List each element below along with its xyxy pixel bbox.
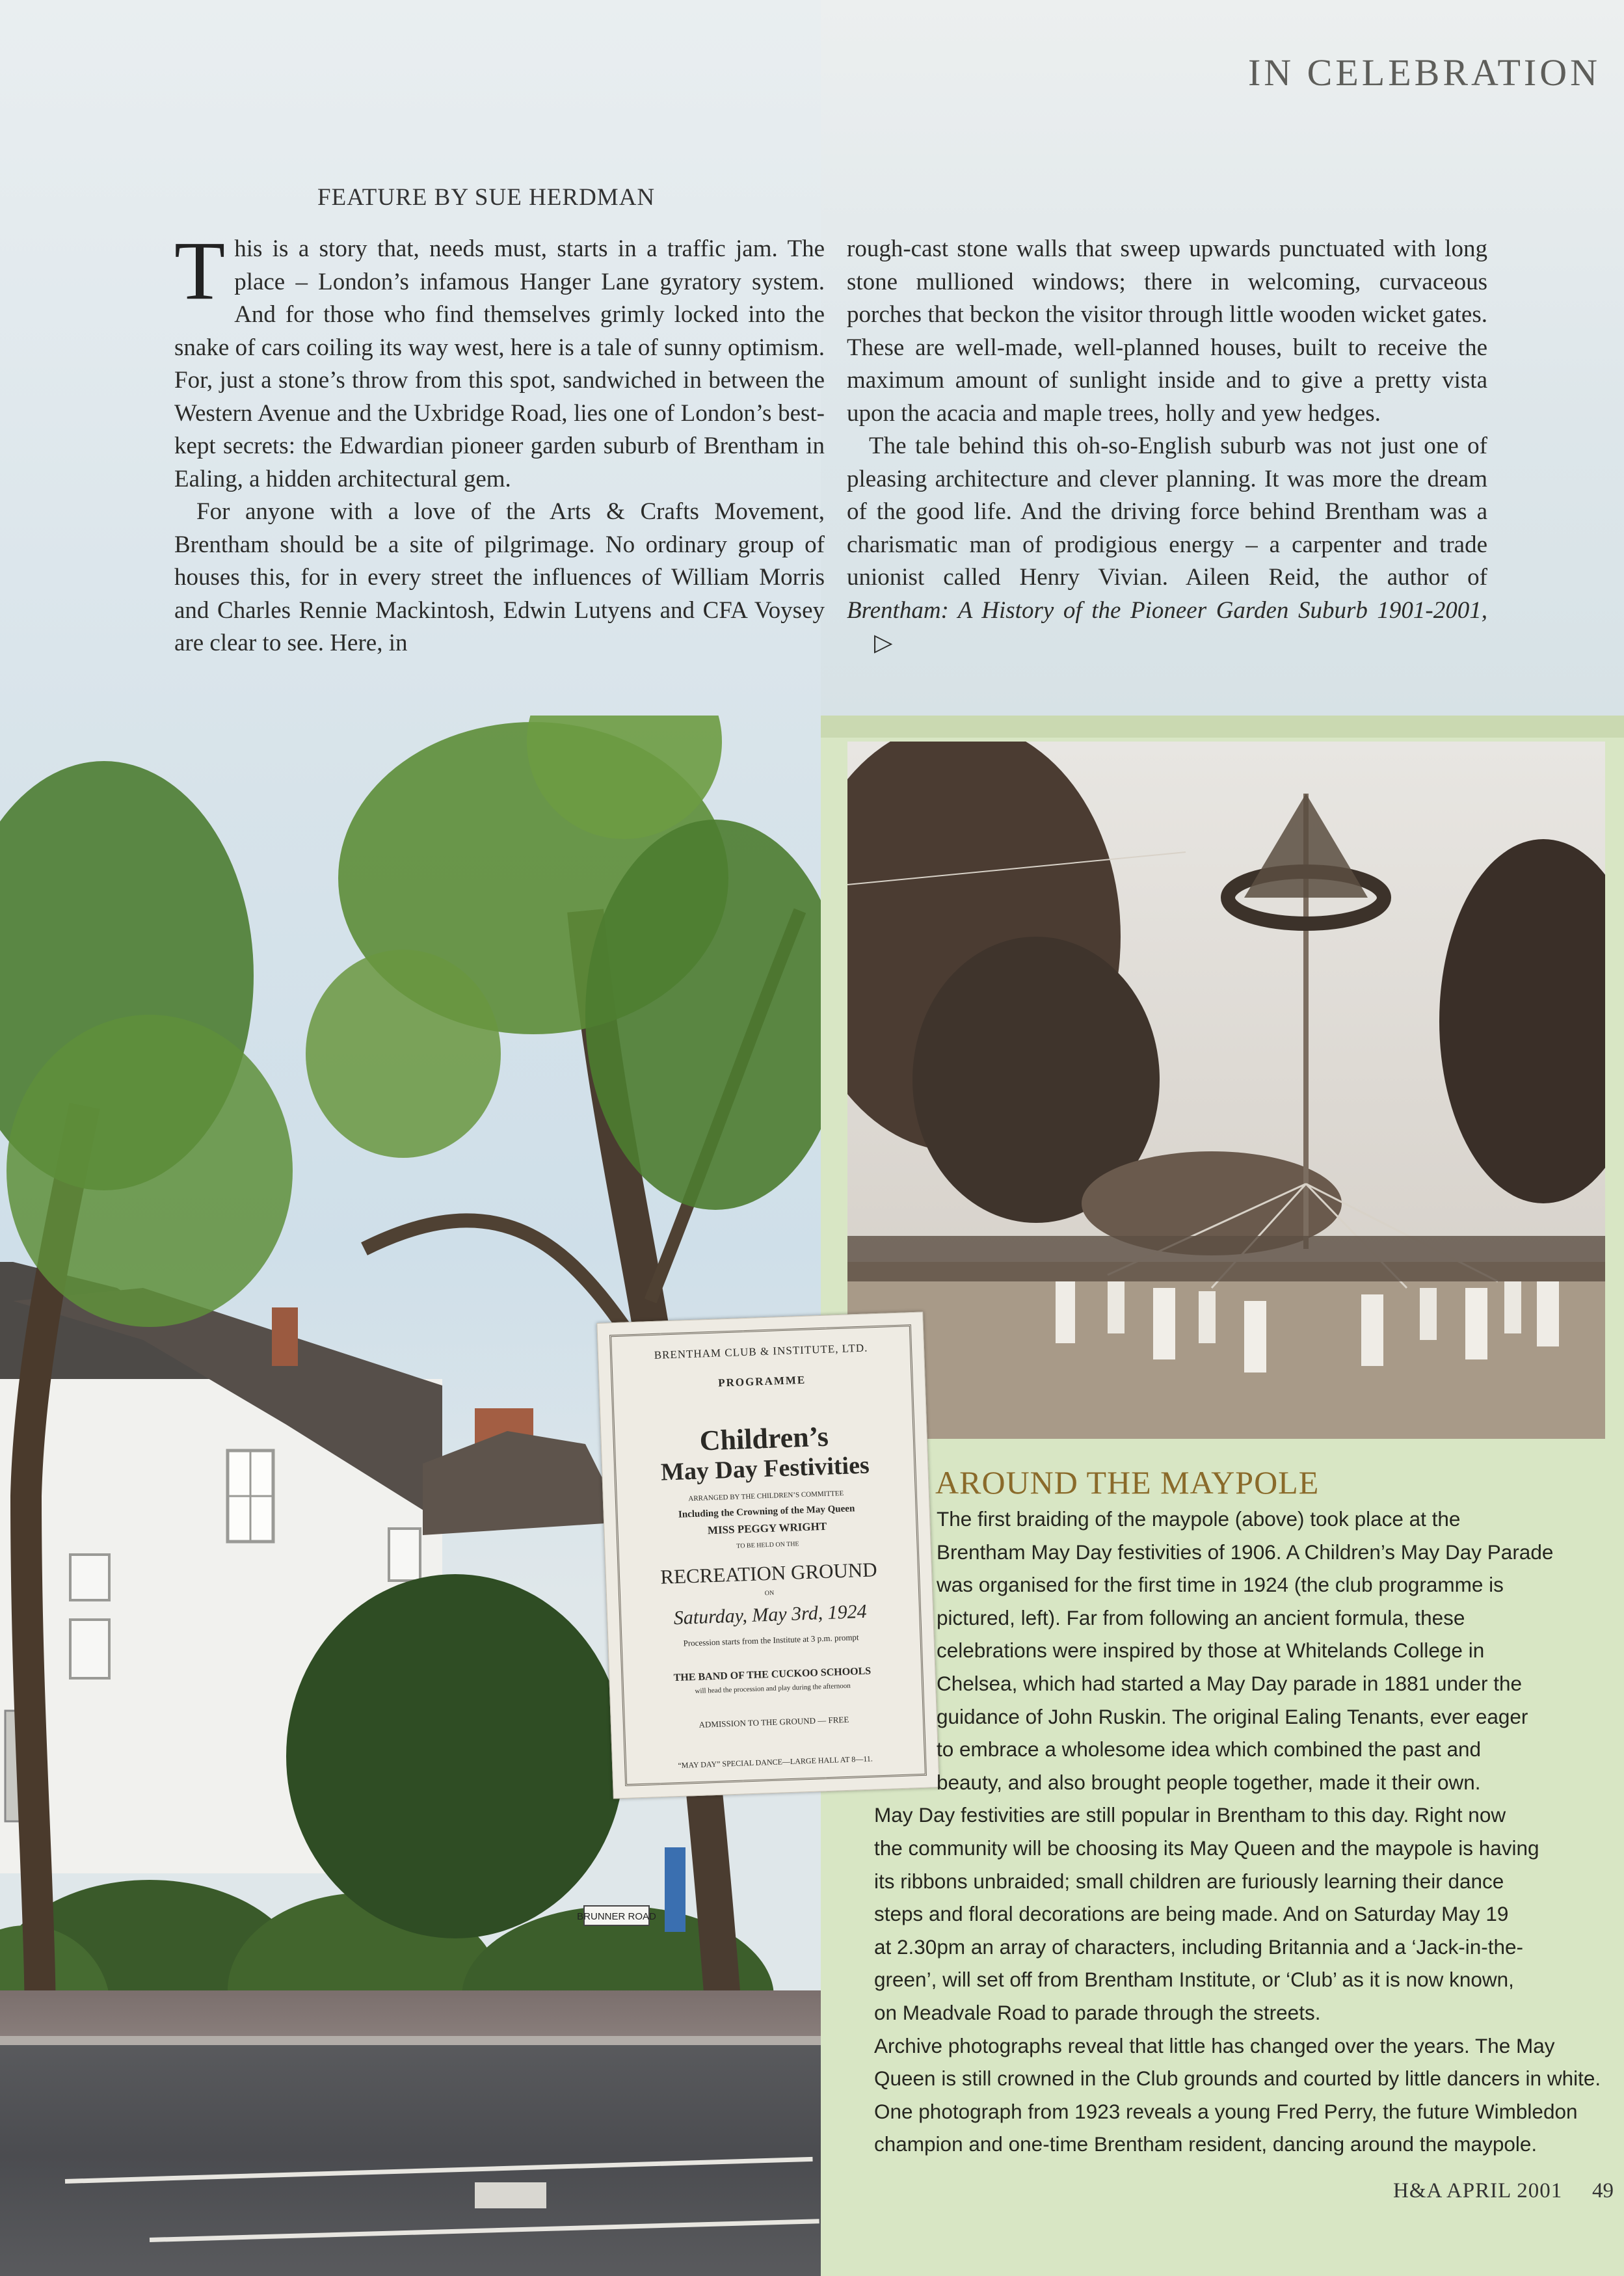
- child-dancer: [1056, 1281, 1075, 1343]
- street-sign-text: BRUNNER ROAD: [577, 1911, 656, 1922]
- issue-footer: H&A APRIL 2001: [1393, 2179, 1563, 2202]
- programme-venue: RECREATION GROUND: [659, 1558, 878, 1588]
- caption-paragraph: [852, 1799, 1606, 2029]
- chimney: [272, 1307, 298, 1366]
- caption-paragraph: [852, 1503, 1606, 1799]
- window: [70, 1620, 109, 1678]
- child-dancer: [1199, 1291, 1216, 1343]
- caption-line: pictured, left). Far from following an ancient formula, these: [937, 1605, 1465, 1629]
- programme-band: THE BAND OF THE CUCKOO SCHOOLS: [673, 1665, 872, 1684]
- photo-ground: [847, 1262, 1605, 1439]
- pavement: [0, 1990, 821, 2042]
- programme-procession: Procession starts from the Institute at 3 p.m. prompt: [683, 1632, 859, 1648]
- programme-band-note: will head the procession and play during the afternoon: [695, 1681, 851, 1696]
- caption-line: The first braiding of the maypole (above) took place at the: [937, 1507, 1461, 1531]
- tree-canopy: [306, 950, 501, 1158]
- programme-crowning: Including the Crowning of the May Queen: [678, 1503, 855, 1520]
- programme-arranged: ARRANGED BY THE CHILDREN’S COMMITTEE: [688, 1489, 844, 1503]
- caption-line: its ribbons unbraided; small children are furiously learning their dance: [874, 1869, 1504, 1893]
- programme-admission: ADMISSION TO THE GROUND — FREE: [699, 1714, 849, 1730]
- window: [70, 1555, 109, 1600]
- road: [0, 2036, 821, 2276]
- caption-line: the community will be choosing its May Queen and the maypole is having: [874, 1836, 1539, 1860]
- programme-title-2: May Day Festivities: [660, 1451, 870, 1486]
- caption-line: Chelsea, which had started a May Day parade in 1881 under the: [937, 1671, 1523, 1695]
- child-dancer: [1504, 1281, 1521, 1333]
- section-tag: IN CELEBRATION: [1247, 51, 1601, 94]
- road-marking: [475, 2182, 546, 2208]
- kerb: [0, 2036, 821, 2045]
- caption-line: to embrace a wholesome idea which combined the past and: [937, 1737, 1481, 1761]
- caption-line: One photograph from 1923 reveals a young Fred Perry, the future Wimbledon: [874, 2099, 1578, 2123]
- caption-paragraph: [852, 2029, 1606, 2161]
- shrub: [286, 1574, 624, 1938]
- caption-line: Queen is still crowned in the Club grounds and courted by little dancers in white.: [874, 2067, 1601, 2091]
- programme-heading: PROGRAMME: [717, 1373, 806, 1389]
- drop-cap: T: [174, 224, 226, 317]
- caption-line: steps and floral decorations are being made. And on Saturday May 19: [874, 1902, 1509, 1926]
- tree-canopy: [7, 1015, 293, 1327]
- post: [665, 1847, 686, 1932]
- continue-arrow-icon: ▷: [874, 630, 893, 656]
- article-paragraph: rough-cast stone walls that sweep upwards punctuated with long stone mullioned windows; there in welcoming, curvaceous porches that beckon the visitor through little wooden wicket gates. These are well-made, well-planned houses, built to receive the maximum amount of sunlight inside and to give a pretty vista upon the acacia and maple trees, holly and yew hedges.: [847, 235, 1487, 427]
- caption-line: green’, will set off from Brentham Institute, or ‘Club’ as it is now known,: [874, 1968, 1514, 1992]
- child-dancer: [1244, 1301, 1266, 1372]
- caption-line: champion and one-time Brentham resident, dancing around the maypole.: [874, 2132, 1537, 2156]
- caption-line: Archive photographs reveal that little has changed over the years. The May: [874, 2033, 1555, 2057]
- child-dancer: [1153, 1288, 1175, 1359]
- programme-dance: “MAY DAY” SPECIAL DANCE—LARGE HALL AT 8—11.: [678, 1754, 873, 1771]
- caption-panel-border: [821, 716, 1624, 738]
- article-paragraph: [174, 224, 825, 496]
- caption-line: beauty, and also brought people together, made it their own.: [937, 1770, 1481, 1794]
- caption-line: at 2.30pm an array of characters, including Britannia and a ‘Jack-in-the-: [874, 1935, 1524, 1959]
- caption-line: guidance of John Ruskin. The original Ealing Tenants, ever eager: [937, 1704, 1528, 1728]
- house-roof: [423, 1431, 624, 1535]
- window: [389, 1529, 420, 1581]
- programme-held: TO BE HELD ON THE: [736, 1540, 799, 1550]
- caption-line: Brentham May Day festivities of 1906. A Children’s May Day Parade: [937, 1540, 1554, 1564]
- book-title: Brentham: A History of the Pioneer Garden Suburb 1901-2001,: [847, 596, 1487, 624]
- caption-line: was organised for the first time in 1924 (the club programme is: [937, 1573, 1504, 1597]
- paragraph-text: his is a story that, needs must, starts in a traffic jam. The place – London’s infamous Hanger Lane gyratory system. And for those who find themselves grimly locked into the snake of cars coiling its way west, here is a tale of sunny optimism. For, just a stone’s throw from this spot, sandwiched in between the Western Avenue and the Uxbridge Road, lies one of London’s best-kept secrets: the Edwardian pioneer garden suburb of Brentham in Ealing, a hidden architectural gem.: [174, 235, 825, 492]
- paragraph-text: The tale behind this oh-so-English suburb was not just one of pleasing architecture and clever planning. It was more the dream of the good life. And the driving force behind Brentham was a charismatic man of prodigious energy – a carpenter and trade unionist called Henry Vivian. Aileen Reid, the author of: [847, 433, 1487, 591]
- child-dancer: [1361, 1294, 1383, 1366]
- programme-queen: MISS PEGGY WRIGHT: [707, 1520, 827, 1537]
- crowd: [847, 1236, 1605, 1281]
- archive-photo-illustration: [847, 742, 1605, 1439]
- byline: FEATURE BY SUE HERDMAN: [317, 184, 656, 211]
- archive-maypole-photo: [847, 742, 1605, 1439]
- article-column-left: [174, 224, 825, 660]
- page-number: 49: [1592, 2179, 1614, 2202]
- caption-title: AROUND THE MAYPOLE: [935, 1464, 1320, 1501]
- child-dancer: [1420, 1288, 1437, 1340]
- article-paragraph: [847, 430, 1487, 660]
- child-dancer: [1465, 1288, 1487, 1359]
- child-dancer: [1108, 1281, 1125, 1333]
- caption-line: celebrations were inspired by those at Whitelands College in: [937, 1639, 1485, 1663]
- article-paragraph: For anyone with a love of the Arts & Crafts Movement, Brentham should be a site of pilgrimage. No ordinary group of houses this, for in every street the influences of William Morris and Charles Rennie Mackintosh, Edwin Lutyens and CFA Voysey are clear to see. Here, in: [174, 498, 825, 656]
- programme-on: ON: [764, 1589, 775, 1598]
- caption-line: on Meadvale Road to parade through the streets.: [874, 2000, 1321, 2024]
- caption-line: May Day festivities are still popular in Brentham to this day. Right now: [874, 1803, 1506, 1827]
- caption-body: [852, 1503, 1606, 2161]
- programme-date: Saturday, May 3rd, 1924: [673, 1600, 868, 1629]
- programme-title-1: Children’s: [699, 1420, 829, 1457]
- article-column-right: [847, 233, 1487, 660]
- programme-club: BRENTHAM CLUB & INSTITUTE, LTD.: [654, 1341, 868, 1361]
- child-dancer: [1537, 1281, 1559, 1346]
